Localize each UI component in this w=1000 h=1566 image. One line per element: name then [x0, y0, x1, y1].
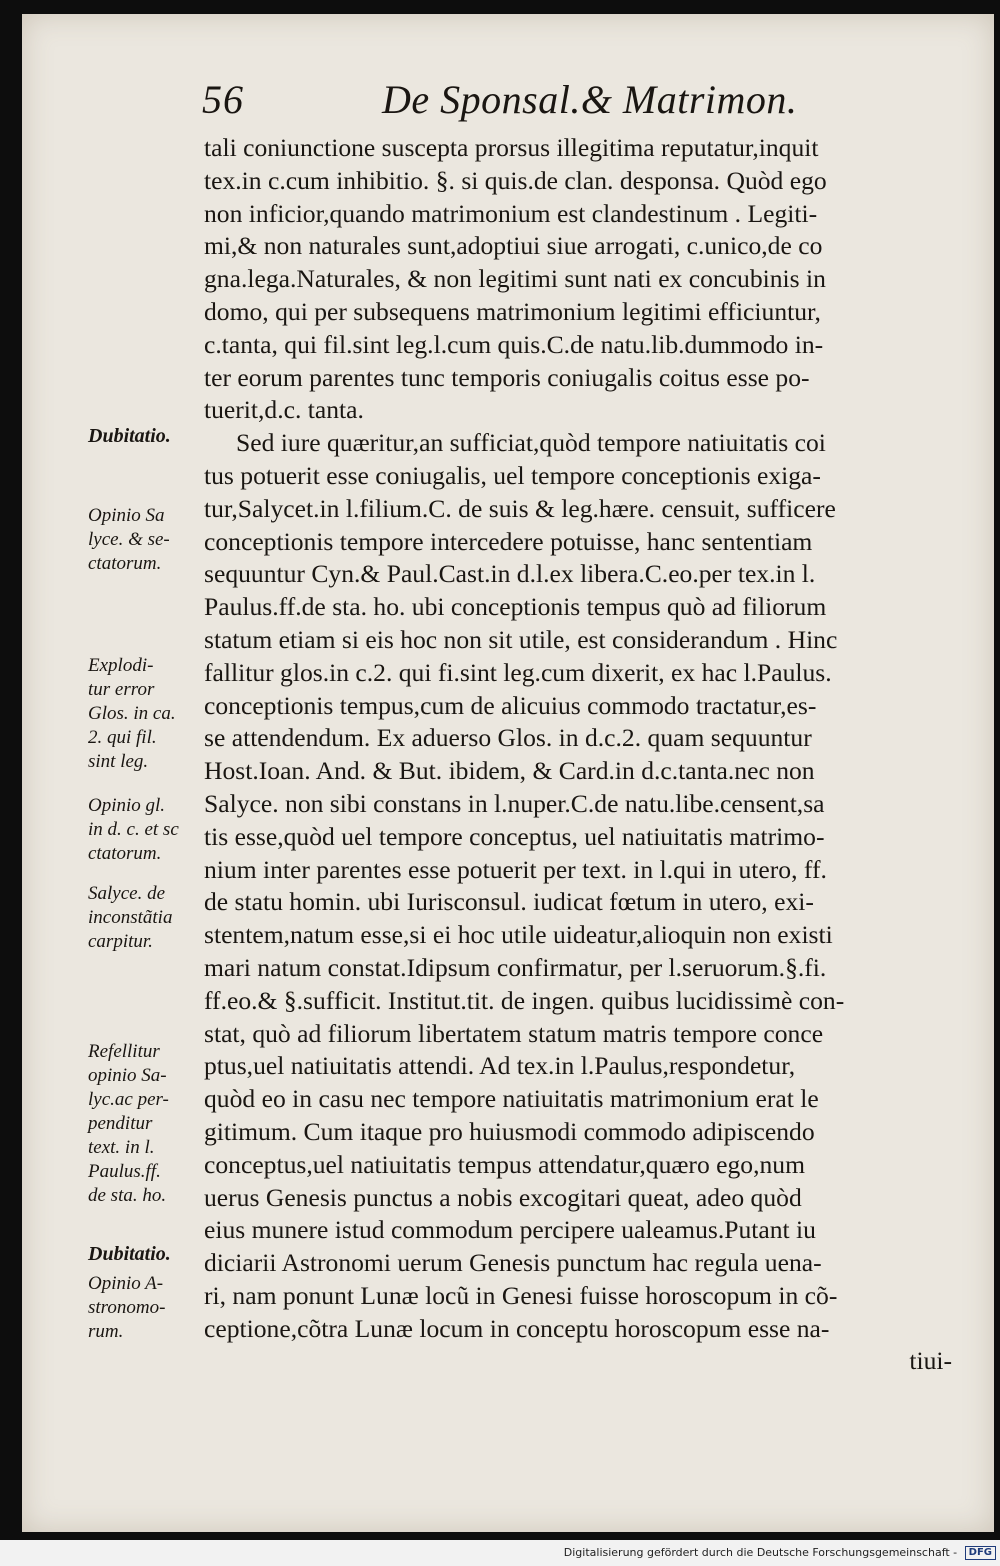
dfg-logo: DFG: [965, 1546, 996, 1560]
text-line: conceptus,uel natiuitatis tempus attendatur,quæro ego,num: [204, 1149, 806, 1179]
margin-note-line: stronomo-: [88, 1297, 166, 1318]
page-number: 56: [202, 77, 244, 122]
page-header: [22, 76, 994, 136]
text-line: Sed iure quæritur,an sufficiat,quòd tempore natiuitatis coi: [236, 428, 826, 458]
margin-note-line: text. in l.: [88, 1137, 155, 1158]
text-line: stat, quò ad filiorum libertatem statum matris tempore conce: [204, 1018, 824, 1048]
margin-note-line: inconstãtia: [88, 907, 173, 928]
text-line: ff.eo.& §.sufficit. Institut.tit. de ingen. quibus lucidissimè con-: [204, 985, 845, 1015]
margin-note-line: Refellitur: [88, 1041, 160, 1062]
margin-note-line: Dubitatio.: [88, 1243, 171, 1265]
text-line: gitimum. Cum itaque pro huiusmodi commodo adipiscendo: [204, 1116, 815, 1146]
text-line: Paulus.ff.de sta. ho. ubi conceptionis tempus quò ad filiorum: [204, 592, 827, 622]
text-line: fallitur glos.in c.2. qui fi.sint leg.cum dixerit, ex hac l.Paulus.: [204, 657, 832, 687]
margin-note-line: Explodi-: [88, 655, 154, 676]
text-line: statum etiam si eis hoc non sit utile, est considerandum . Hinc: [204, 624, 838, 654]
margin-note-line: carpitur.: [88, 931, 153, 952]
text-line: ri, nam ponunt Lunæ locũ in Genesi fuisse horoscopum in cõ-: [204, 1280, 838, 1310]
margin-note-refellitur: [88, 1040, 218, 1208]
text-line: eius munere istud commodum percipere ualeamus.Putant iu: [204, 1215, 816, 1245]
text-line: tur,Salycet.in l.filium.C. de suis & leg.hære. censuit, sufficere: [204, 493, 836, 523]
margin-note-explodi: [88, 654, 218, 774]
margin-note-dubitatio-2: [88, 1242, 218, 1266]
margin-note-line: lyce. & se-: [88, 529, 170, 550]
margin-note-line: Glos. in ca.: [88, 703, 176, 724]
text-line: mari natum constat.Idipsum confirmatur, per l.seruorum.§.fi.: [204, 952, 827, 982]
margin-note-line: tur error: [88, 679, 155, 700]
margin-note-line: Opinio Sa: [88, 505, 165, 526]
text-line: tis esse,quòd uel tempore conceptus, uel natiuitatis matrimo-: [204, 821, 825, 851]
margin-note-opinio-astronomorum: [88, 1272, 218, 1344]
text-line: c.tanta, qui fil.sint leg.l.cum quis.C.de natu.lib.dummodo in-: [204, 329, 824, 359]
margin-note-line: sint leg.: [88, 751, 149, 772]
text-line: tus potuerit esse coniugalis, uel tempore conceptionis exiga-: [204, 460, 821, 490]
text-line: diciarii Astronomi uerum Genesis punctum hac regula uena-: [204, 1248, 822, 1278]
text-line: ter eorum parentes tunc temporis coniugalis coitus esse po-: [204, 362, 810, 392]
main-text: [204, 132, 952, 1378]
margin-note-line: ctatorum.: [88, 843, 162, 864]
text-line: sequuntur Cyn.& Paul.Cast.in d.l.ex libera.C.eo.per tex.in l.: [204, 559, 816, 589]
text-line: gna.lega.Naturales, & non legitimi sunt nati ex concubinis in: [204, 264, 826, 294]
text-line: Salyce. non sibi constans in l.nuper.C.de natu.libe.censent,sa: [204, 788, 825, 818]
margin-note-line: 2. qui fil.: [88, 727, 157, 748]
margin-note-line: opinio Sa-: [88, 1065, 167, 1086]
margin-note-line: Paulus.ff.: [88, 1161, 161, 1182]
running-title: De Sponsal.& Matrimon.: [382, 77, 798, 122]
text-line: de statu homin. ubi Iurisconsul. iudicat fœtum in utero, exi-: [204, 887, 814, 917]
text-line: nium inter parentes esse potuerit per text. in l.qui in utero, ff.: [204, 854, 827, 884]
text-line: tali coniunctione suscepta prorsus illegitima reputatur,inquit: [204, 133, 819, 162]
margin-note-line: Opinio gl.: [88, 795, 166, 816]
margin-note-dubitatio: [88, 424, 218, 448]
text-line: stentem,natum esse,si ei hoc utile uideatur,alioquin non existi: [204, 920, 833, 950]
text-line: quòd eo in casu nec tempore natiuitatis matrimonium erat le: [204, 1084, 819, 1114]
text-line: ptus,uel natiuitatis attendi. Ad tex.in l.Paulus,respondetur,: [204, 1051, 796, 1081]
text-line: conceptionis tempore intercedere potuisse, hanc sententiam: [204, 526, 813, 556]
margin-note-opinio-salyce: [88, 504, 218, 576]
text-line: se attendendum. Ex aduerso Glos. in d.c.2. quam sequuntur: [204, 723, 812, 753]
margin-note-salyce-de: [88, 882, 218, 954]
text-line: mi,& non naturales sunt,adoptiui siue arrogati, c.unico,de co: [204, 231, 823, 261]
margin-note-line: de sta. ho.: [88, 1185, 167, 1206]
margin-note-line: penditur: [88, 1113, 153, 1134]
margin-note-line: Salyce. de: [88, 883, 166, 904]
text-line: Host.Ioan. And. & But. ibidem, & Card.in d.c.tanta.nec non: [204, 756, 815, 786]
margin-note-line: Opinio A-: [88, 1273, 164, 1294]
text-line: tex.in c.cum inhibitio. §. si quis.de clan. desponsa. Quòd ego: [204, 165, 827, 195]
text-line: conceptionis tempus,cum de alicuius commodo tractatur,es-: [204, 690, 817, 720]
digitization-footer: [0, 1546, 996, 1566]
footer-credit: Digitalisierung gefördert durch die Deutsche Forschungsgemeinschaft -: [563, 1546, 958, 1559]
margin-note-line: Dubitatio.: [88, 425, 171, 447]
text-line: tiui-: [909, 1346, 952, 1376]
margin-note-line: lyc.ac per-: [88, 1089, 169, 1110]
book-page: [22, 14, 994, 1532]
text-line: domo, qui per subsequens matrimonium legitimi efficiuntur,: [204, 296, 821, 326]
text-line: uerus Genesis punctus a nobis excogitari queat, adeo quòd: [204, 1182, 802, 1212]
margin-note-line: in d. c. et sc: [88, 819, 179, 840]
text-line: tuerit,d.c. tanta.: [204, 395, 364, 425]
margin-note-opinio-gl: [88, 794, 218, 866]
margin-note-line: rum.: [88, 1321, 124, 1342]
margin-note-line: ctatorum.: [88, 553, 162, 574]
text-line: non inficior,quando matrimonium est clandestinum . Legiti-: [204, 198, 818, 228]
text-line: ceptione,cõtra Lunæ locum in conceptu horoscopum esse na-: [204, 1313, 830, 1343]
